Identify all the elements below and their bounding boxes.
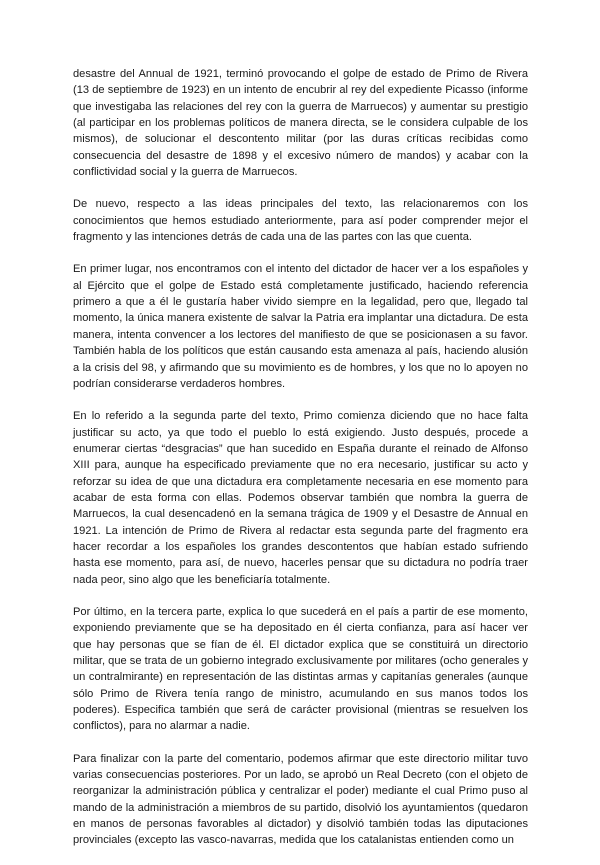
paragraph-5: Por último, en la tercera parte, explica lo que sucederá en el país a partir de ese momento, exponiendo previamente que se ha depositado en él cierta confianza, para así hacer ver que hay personas que se fían de él. El dictador explica que se constituirá un directorio militar, que se trata de un gobierno integrado exclusivamente por militares (ocho generales y un contralmirante) en representación de las distintas armas y capitanías generales (aunque sólo Primo de Rivera tenía rango de ministro, acumulando en sus manos todos los poderes). Especifica también que será de carácter provisional (mientras se resuelven los conflictos), para no alarmar a nadie.	[73, 605, 528, 733]
body-text	[73, 66, 528, 865]
paragraph-6: Para finalizar con la parte del comentario, podemos afirmar que este directorio militar tuvo varias consecuencias posteriores. Por un lado, se aprobó un Real Decreto (con el objeto de reorganizar la administración pública y centralizar el poder) mediante el cual Primo puso al mando de la administración a miembros de su partido, disolvió los ayuntamientos (quedaron en manos de personas favorables al dictador) y disolvió también todas las diputaciones provinciales (excepto las vasco-navarras, medida que los catalanistas entienden como un	[73, 752, 528, 847]
paragraph-4: En lo referido a la segunda parte del texto, Primo comienza diciendo que no hace falta justificar su acto, ya que todo el pueblo lo está exigiendo. Justo después, procede a enumerar ciertas “desgracias” que han sucedido en España durante el reinado de Alfonso XIII para, aunque ha especificado previamente que no era necesario, justificar su acto y reforzar su idea de que una dictadura era completamente necesaria en ese momento para acabar de esta forma con ellas. Podemos observar también que nombra la guerra de Marruecos, la cual desencadenó en la semana trágica de 1909 y el Desastre de Annual en 1921. La intención de Primo de Rivera al redactar esta segunda parte del fragmento era hacer recordar a los españoles los grandes descontentos que habían estado sufriendo hasta ese momento, para así, de nuevo, hacerles pensar que su dictadura no podría traer nada peor, sino algo que les beneficiaría totalmente.	[73, 410, 528, 586]
paragraph-2: De nuevo, respecto a las ideas principales del texto, las relacionaremos con los conocimientos que hemos estudiado anteriormente, para así poder comprender mejor el fragmento y las intenciones detrás de cada una de las partes con las que cuenta.	[73, 198, 528, 244]
paragraph-1: desastre del Annual de 1921, terminó provocando el golpe de estado de Primo de Rivera (13 de septiembre de 1923) en un intento de encubrir al rey del expediente Picasso (informe que investigaba las relaciones del rey con la guerra de Marruecos) y aumentar su prestigio (al participar en los problemas políticos de manera directa, se le considera culpable de los mismos), de solucionar el descontento militar (por las duras críticas recibidas como consecuencia del desastre de 1898 y el excesivo número de mandos) y acabar con la conflictividad social y la guerra de Marruecos.	[73, 68, 528, 179]
paragraph-3: En primer lugar, nos encontramos con el intento del dictador de hacer ver a los españoles y al Ejército que el golpe de Estado está completamente justificado, haciendo referencia primero a que a él le gustaría haber vivido siempre en la legalidad, pero que, llegado tal momento, la única manera existente de salvar la Patria era implantar una dictadura. De esta manera, intenta convencer a los lectores del manifiesto de que se posicionasen a su favor. También habla de los políticos que están causando esta amenaza al país, haciendo alusión a la crisis del 98, y afirmando que su movimiento es de hombres, y los que no lo apoyen no podrían considerarse verdaderos hombres.	[73, 263, 528, 390]
